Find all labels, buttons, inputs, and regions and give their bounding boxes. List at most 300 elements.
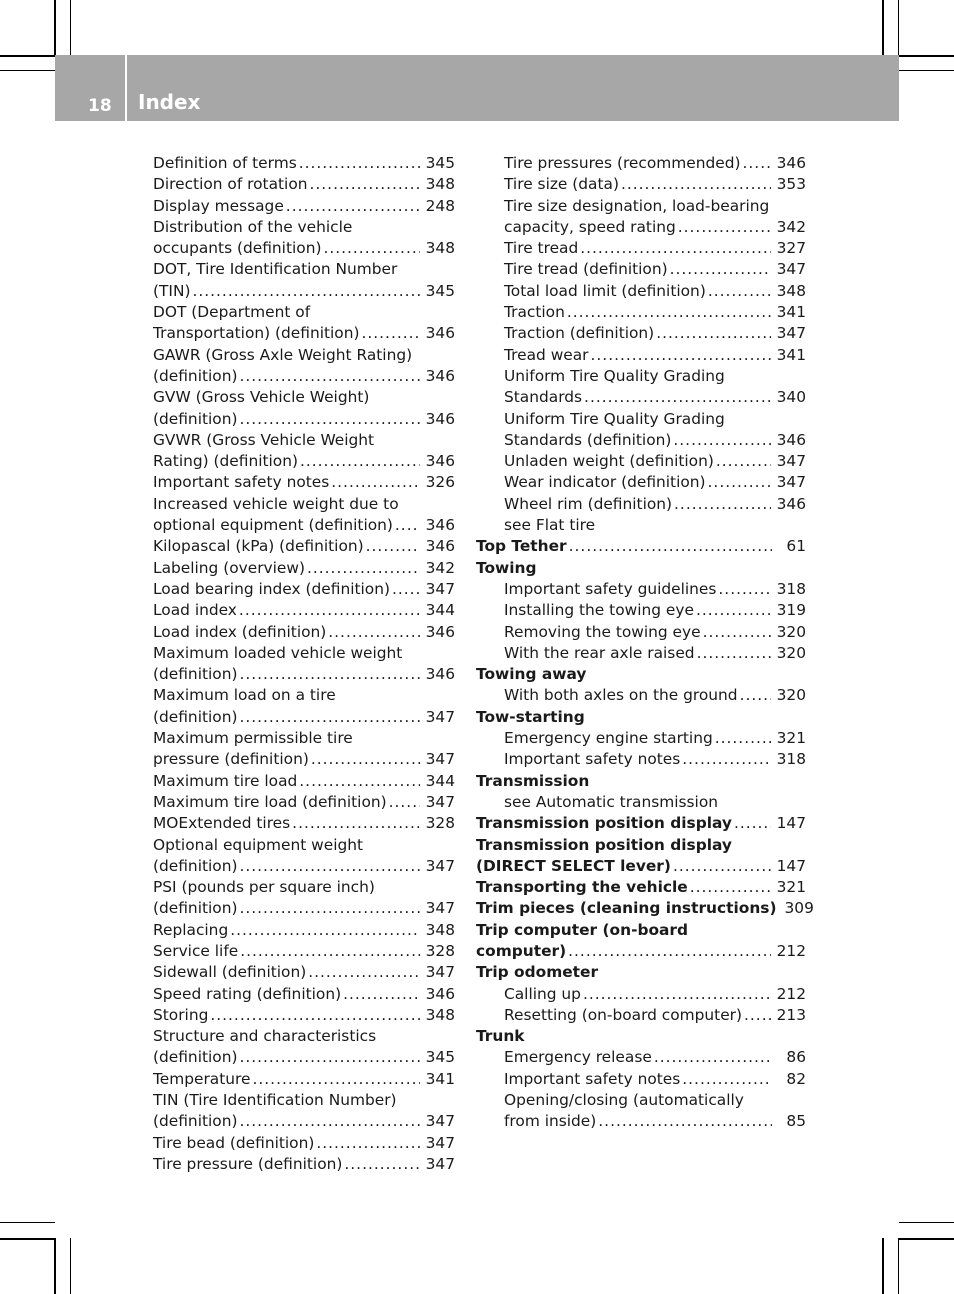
index-entry — [153, 707, 455, 728]
index-entry-page[interactable]: 353 — [776, 175, 806, 194]
leader-dots — [567, 302, 771, 323]
index-entry-page[interactable]: 319 — [776, 601, 806, 620]
crop-mark — [0, 1238, 55, 1240]
index-entry — [476, 366, 806, 387]
leader-dots — [682, 749, 770, 770]
index-entry-text: GAWR (Gross Axle Weight Rating) — [153, 345, 413, 364]
index-entry-text: Service life — [153, 941, 239, 960]
index-entry — [476, 622, 806, 643]
index-entry — [476, 1111, 806, 1132]
crop-mark — [898, 0, 899, 55]
crop-mark — [0, 70, 55, 71]
index-entry — [153, 579, 455, 600]
index-entry-page[interactable]: 318 — [776, 579, 806, 598]
index-entry — [153, 600, 455, 621]
index-entry-page[interactable]: 347 — [425, 1112, 455, 1131]
index-entry — [476, 217, 806, 238]
index-entry-page[interactable]: 346 — [425, 537, 455, 556]
leader-dots — [716, 451, 771, 472]
index-entry-text: Transmission — [476, 771, 590, 790]
index-entry-page[interactable]: 341 — [425, 1069, 455, 1088]
index-entry — [476, 558, 806, 579]
index-entry-page[interactable]: 61 — [786, 537, 806, 556]
index-entry-page[interactable]: 348 — [425, 239, 455, 258]
index-entry — [153, 558, 455, 579]
index-entry — [153, 153, 455, 174]
index-entry-page[interactable]: 347 — [776, 260, 806, 279]
index-entry — [476, 323, 806, 344]
leader-dots — [361, 323, 419, 344]
crop-mark — [899, 1222, 954, 1223]
index-entry-page[interactable]: 347 — [425, 1154, 455, 1173]
index-entry-page[interactable]: 212 — [776, 941, 806, 960]
index-entry-page[interactable]: 340 — [776, 388, 806, 407]
index-entry-text: Traction (definition) — [504, 324, 655, 343]
index-entry — [476, 813, 806, 834]
leader-dots — [678, 217, 771, 238]
leader-dots — [239, 707, 419, 728]
index-entry — [476, 920, 806, 941]
leader-dots — [292, 813, 419, 834]
index-entry-text: GVW (Gross Vehicle Weight) — [153, 388, 370, 407]
index-entry — [153, 217, 455, 238]
index-entry-text: Calling up — [504, 984, 581, 1003]
index-entry-text: Installing the towing eye — [504, 601, 694, 620]
index-entry-text: MOExtended tires — [153, 814, 291, 833]
index-entry — [153, 771, 455, 792]
leader-dots — [670, 259, 771, 280]
index-entry-text: Tire tread — [504, 239, 579, 258]
index-entry-text: Structure and characteristics — [153, 1027, 377, 1046]
index-entry-page[interactable]: 328 — [425, 941, 455, 960]
index-entry — [476, 174, 806, 195]
leader-dots — [331, 472, 419, 493]
index-entry — [153, 920, 455, 941]
index-entry-text: Replacing — [153, 920, 229, 939]
index-entry-text: Important safety guidelines — [504, 579, 717, 598]
leader-dots — [708, 472, 771, 493]
leader-dots — [583, 984, 771, 1005]
index-entry-text: Maximum load on a tire — [153, 686, 336, 705]
index-entry-text: Direction of rotation — [153, 175, 308, 194]
index-entry-page[interactable]: 248 — [425, 196, 455, 215]
leader-dots — [286, 196, 420, 217]
index-entry-text: Emergency engine starting — [504, 729, 713, 748]
index-entry-text: (definition) — [153, 856, 238, 875]
index-entry-text: Transmission position display — [476, 835, 732, 854]
index-entry-page[interactable]: 345 — [425, 1048, 455, 1067]
index-entry-page[interactable]: 320 — [776, 622, 806, 641]
index-entry — [476, 515, 806, 536]
index-entry-text: Important safety notes — [504, 1069, 681, 1088]
index-entry-text: Load bearing index (definition) — [153, 579, 390, 598]
leader-dots — [192, 281, 419, 302]
index-entry-text: Tire bead (definition) — [153, 1133, 315, 1152]
index-entry-page[interactable]: 346 — [425, 622, 455, 641]
index-entry-text: Opening/closing (automatically — [504, 1091, 744, 1110]
index-entry — [153, 387, 455, 408]
index-entry — [153, 323, 455, 344]
leader-dots — [239, 409, 419, 430]
index-entry — [476, 1069, 806, 1090]
index-entry-text: Unladen weight (definition) — [504, 452, 714, 471]
index-entry — [476, 345, 806, 366]
leader-dots — [740, 685, 771, 706]
index-entry — [153, 856, 455, 877]
index-entry-text: (definition) — [153, 1112, 238, 1131]
index-entry-page[interactable]: 346 — [425, 324, 455, 343]
leader-dots — [239, 664, 419, 685]
index-entry-page[interactable]: 344 — [425, 771, 455, 790]
leader-dots — [621, 174, 771, 195]
index-entry-text: Tire size (data) — [504, 175, 619, 194]
index-entry — [476, 962, 806, 983]
leader-dots — [708, 281, 771, 302]
index-entry-text: Standards — [504, 388, 583, 407]
crop-mark — [0, 1222, 55, 1223]
index-entry-text: Rating) (definition) — [153, 452, 298, 471]
index-entry-page[interactable]: 320 — [776, 643, 806, 662]
leader-dots — [389, 792, 420, 813]
index-entry — [153, 1026, 455, 1047]
index-entry-text: TIN (Tire Identification Number) — [153, 1091, 397, 1110]
index-entry-text: (definition) — [153, 899, 238, 918]
index-entry — [476, 856, 806, 877]
index-entry-text: Labeling (overview) — [153, 558, 305, 577]
leader-dots — [316, 1133, 419, 1154]
index-entry-page[interactable]: 85 — [786, 1112, 806, 1131]
index-entry — [476, 472, 806, 493]
index-entry — [476, 600, 806, 621]
index-entry — [476, 430, 806, 451]
index-entry-text: Uniform Tire Quality Grading — [504, 366, 725, 385]
index-entry-page[interactable]: 213 — [776, 1005, 806, 1024]
leader-dots — [239, 1047, 419, 1068]
index-entry — [153, 196, 455, 217]
index-entry-text: Maximum loaded vehicle weight — [153, 643, 403, 662]
leader-dots — [392, 579, 420, 600]
leader-dots — [230, 920, 419, 941]
leader-dots — [696, 600, 771, 621]
leader-dots — [323, 238, 419, 259]
leader-dots — [674, 494, 771, 515]
crop-mark — [882, 1238, 884, 1294]
leader-dots — [743, 153, 771, 174]
index-entry-text: Sidewall (definition) — [153, 963, 307, 982]
crop-mark — [70, 0, 71, 55]
index-entry-page[interactable]: 346 — [425, 665, 455, 684]
leader-dots — [239, 600, 420, 621]
index-entry — [476, 387, 806, 408]
index-entry — [476, 771, 806, 792]
index-entry-text: Wear indicator (definition) — [504, 473, 706, 492]
index-entry-text: pressure (definition) — [153, 750, 309, 769]
index-entry — [153, 281, 455, 302]
index-entry-page[interactable]: 345 — [425, 154, 455, 172]
index-entry-text: Total load limit (definition) — [504, 281, 706, 300]
index-entry-text: optional equipment (definition) — [153, 516, 393, 535]
index-entry-text: Trip odometer — [476, 963, 599, 982]
index-entry-page[interactable]: 347 — [425, 792, 455, 811]
leader-dots — [308, 962, 419, 983]
index-entry-text: Tire pressures (recommended) — [504, 154, 741, 172]
index-entry — [153, 174, 455, 195]
leader-dots — [656, 323, 770, 344]
leader-dots — [673, 430, 770, 451]
index-entry-page[interactable]: 347 — [425, 899, 455, 918]
index-entry-page[interactable]: 346 — [425, 984, 455, 1003]
index-entry — [476, 877, 806, 898]
index-entry-text: Tread wear — [504, 345, 589, 364]
index-entry-page[interactable]: 341 — [776, 345, 806, 364]
index-entry — [153, 622, 455, 643]
leader-dots — [239, 856, 419, 877]
index-entry — [153, 835, 455, 856]
index-entry — [153, 238, 455, 259]
leader-dots — [703, 622, 771, 643]
index-entry-page[interactable]: 347 — [776, 473, 806, 492]
index-entry-text: (definition) — [153, 665, 238, 684]
index-entry — [153, 877, 455, 898]
index-entry-text: (definition) — [153, 1048, 238, 1067]
index-entry-text: DOT (Department of — [153, 303, 311, 322]
index-entry — [153, 898, 455, 919]
index-entry — [153, 1005, 455, 1026]
index-entry — [476, 835, 806, 856]
leader-dots — [300, 451, 420, 472]
leader-dots — [240, 941, 419, 962]
index-entry-text: Load index (definition) — [153, 622, 327, 641]
index-entry-page[interactable]: 345 — [425, 281, 455, 300]
index-entry-text: Temperature — [153, 1069, 251, 1088]
crop-mark — [0, 55, 55, 57]
index-entry-text: Towing away — [476, 665, 587, 684]
index-entry — [153, 1047, 455, 1068]
leader-dots — [328, 622, 419, 643]
index-entry-page[interactable]: 328 — [425, 814, 455, 833]
leader-dots — [744, 1005, 771, 1026]
index-entry — [476, 409, 806, 430]
crop-mark — [898, 1238, 899, 1294]
index-entry-page[interactable]: 342 — [776, 217, 806, 236]
index-entry-text: Transporting the vehicle — [476, 878, 688, 897]
index-entry — [153, 515, 455, 536]
index-entry-page[interactable]: 347 — [425, 856, 455, 875]
index-entry — [476, 1090, 806, 1111]
crop-mark — [70, 1238, 71, 1294]
index-entry — [476, 685, 806, 706]
index-entry-page[interactable]: 212 — [776, 984, 806, 1003]
index-entry-page[interactable]: 347 — [425, 750, 455, 769]
crop-mark — [882, 0, 884, 55]
index-entry — [153, 259, 455, 280]
index-entry — [476, 153, 806, 174]
index-entry — [476, 664, 806, 685]
crop-mark — [899, 55, 954, 57]
page-title: Index — [138, 90, 201, 114]
index-entry — [476, 302, 806, 323]
index-entry — [153, 792, 455, 813]
leader-dots — [239, 366, 419, 387]
leader-dots — [569, 536, 772, 557]
page-number: 18 — [88, 96, 112, 116]
index-entry — [153, 302, 455, 323]
index-entry — [476, 196, 806, 217]
index-entry-text: Maximum tire load (definition) — [153, 792, 387, 811]
index-entry — [153, 643, 455, 664]
index-entry — [153, 1069, 455, 1090]
index-entry-text: Removing the towing eye — [504, 622, 701, 641]
index-entry-text: see Automatic transmission — [504, 792, 718, 811]
index-entry-text: Trim pieces (cleaning instructions) — [476, 899, 777, 918]
leader-dots — [584, 387, 771, 408]
index-entry-text: Tow-starting — [476, 707, 585, 726]
index-entry — [476, 728, 806, 749]
index-entry-text: Increased vehicle weight due to — [153, 494, 399, 513]
index-entry-page[interactable]: 147 — [776, 814, 806, 833]
index-entry-text: occupants (definition) — [153, 239, 322, 258]
leader-dots — [366, 536, 420, 557]
index-entry-page[interactable]: 348 — [776, 281, 806, 300]
index-entry-text: Transportation) (definition) — [153, 324, 360, 343]
index-entry-text: GVWR (Gross Vehicle Weight — [153, 430, 375, 449]
index-entry-text: PSI (pounds per square inch) — [153, 878, 375, 897]
index-entry — [153, 749, 455, 770]
index-entry-text: Storing — [153, 1005, 209, 1024]
index-entry-page[interactable]: 348 — [425, 1005, 455, 1024]
index-entry-page[interactable]: 346 — [425, 452, 455, 471]
index-entry-page[interactable]: 82 — [786, 1069, 806, 1088]
index-entry — [153, 345, 455, 366]
index-entry-page[interactable]: 321 — [776, 878, 806, 897]
index-entry — [476, 1026, 806, 1047]
index-entry-text: Uniform Tire Quality Grading — [504, 409, 725, 428]
index-entry-text: computer) — [476, 941, 567, 960]
index-entry-text: Trunk — [476, 1027, 525, 1046]
index-entry-text: Standards (definition) — [504, 430, 672, 449]
leader-dots — [697, 643, 771, 664]
index-entry — [153, 430, 455, 451]
leader-dots — [591, 345, 771, 366]
index-entry-text: Transmission position display — [476, 814, 732, 833]
index-entry-page[interactable]: 347 — [425, 707, 455, 726]
leader-dots — [682, 1069, 772, 1090]
index-entry-text: Important safety notes — [153, 473, 330, 492]
index-entry-text: Towing — [476, 558, 537, 577]
crop-mark — [54, 1238, 56, 1294]
index-entry-page[interactable]: 326 — [425, 473, 455, 492]
index-entry-page[interactable]: 347 — [425, 1133, 455, 1152]
index-entry — [476, 494, 806, 515]
index-entry-page[interactable]: 346 — [776, 430, 806, 449]
index-entry — [476, 941, 806, 962]
index-entry — [476, 281, 806, 302]
index-entry-text: Maximum permissible tire — [153, 729, 353, 748]
index-entry-page[interactable]: 346 — [425, 366, 455, 385]
leader-dots — [253, 1069, 420, 1090]
leader-dots — [210, 1005, 419, 1026]
index-entry-text: DOT, Tire Identification Number — [153, 260, 398, 279]
index-column-right — [476, 153, 814, 1133]
leader-dots — [690, 877, 771, 898]
index-entry-text: Load index — [153, 601, 237, 620]
crop-mark — [54, 0, 56, 55]
index-entry-text: (DIRECT SELECT lever) — [476, 856, 671, 875]
index-entry — [153, 984, 455, 1005]
index-entry-page[interactable]: 309 — [784, 899, 814, 918]
leader-dots — [673, 856, 771, 877]
index-entry-page[interactable]: 346 — [425, 409, 455, 428]
index-entry — [153, 451, 455, 472]
index-entry-page[interactable]: 346 — [425, 516, 455, 535]
index-entry-page[interactable]: 342 — [425, 558, 455, 577]
index-entry — [153, 813, 455, 834]
index-entry — [153, 941, 455, 962]
index-entry-text: With the rear axle raised — [504, 643, 695, 662]
leader-dots — [310, 174, 420, 195]
index-entry-page[interactable]: 347 — [776, 324, 806, 343]
index-entry-page[interactable]: 347 — [425, 963, 455, 982]
index-entry-text: (definition) — [153, 409, 238, 428]
index-entry — [476, 1047, 806, 1068]
index-entry-text: Traction — [504, 303, 565, 322]
index-entry-page[interactable]: 344 — [425, 601, 455, 620]
index-entry-page[interactable]: 346 — [776, 154, 806, 172]
header-divider — [125, 55, 127, 121]
index-entry — [476, 898, 814, 919]
index-entry-page[interactable]: 348 — [425, 175, 455, 194]
index-entry-text: Optional equipment weight — [153, 835, 364, 854]
index-entry-text: With both axles on the ground — [504, 686, 738, 705]
index-entry-page[interactable]: 86 — [786, 1048, 806, 1067]
leader-dots — [568, 941, 770, 962]
index-entry-page[interactable]: 341 — [776, 303, 806, 322]
index-entry-text: (TIN) — [153, 281, 191, 300]
index-entry — [476, 536, 806, 557]
index-entry-text: (definition) — [153, 366, 238, 385]
index-entry-page[interactable]: 321 — [776, 729, 806, 748]
index-entry-page[interactable]: 347 — [425, 579, 455, 598]
index-entry-text: Resetting (on-board computer) — [504, 1005, 743, 1024]
index-entry-page[interactable]: 346 — [776, 494, 806, 513]
index-entry-page[interactable]: 347 — [776, 452, 806, 471]
index-entry-text: Maximum tire load — [153, 771, 298, 790]
index-entry — [476, 792, 806, 813]
index-entry-page[interactable]: 320 — [776, 686, 806, 705]
index-entry — [476, 707, 806, 728]
index-entry — [476, 749, 806, 770]
index-entry-text: Important safety notes — [504, 750, 681, 769]
index-entry — [476, 1005, 806, 1026]
leader-dots — [734, 813, 771, 834]
leader-dots — [299, 771, 419, 792]
index-entry — [153, 1154, 455, 1175]
index-entry-page[interactable]: 327 — [776, 239, 806, 258]
index-entry — [476, 259, 806, 280]
leader-dots — [344, 1154, 419, 1175]
index-entry-page[interactable]: 147 — [776, 856, 806, 875]
index-entry-page[interactable]: 348 — [425, 920, 455, 939]
index-entry-text: Speed rating (definition) — [153, 984, 342, 1003]
index-entry-text: from inside) — [504, 1112, 597, 1131]
index-entry — [476, 238, 806, 259]
crop-mark — [899, 70, 954, 71]
index-entry-text: (definition) — [153, 707, 238, 726]
index-entry — [476, 451, 806, 472]
index-entry — [153, 494, 455, 515]
index-entry-page[interactable]: 318 — [776, 750, 806, 769]
index-entry-text: capacity, speed rating — [504, 217, 676, 236]
